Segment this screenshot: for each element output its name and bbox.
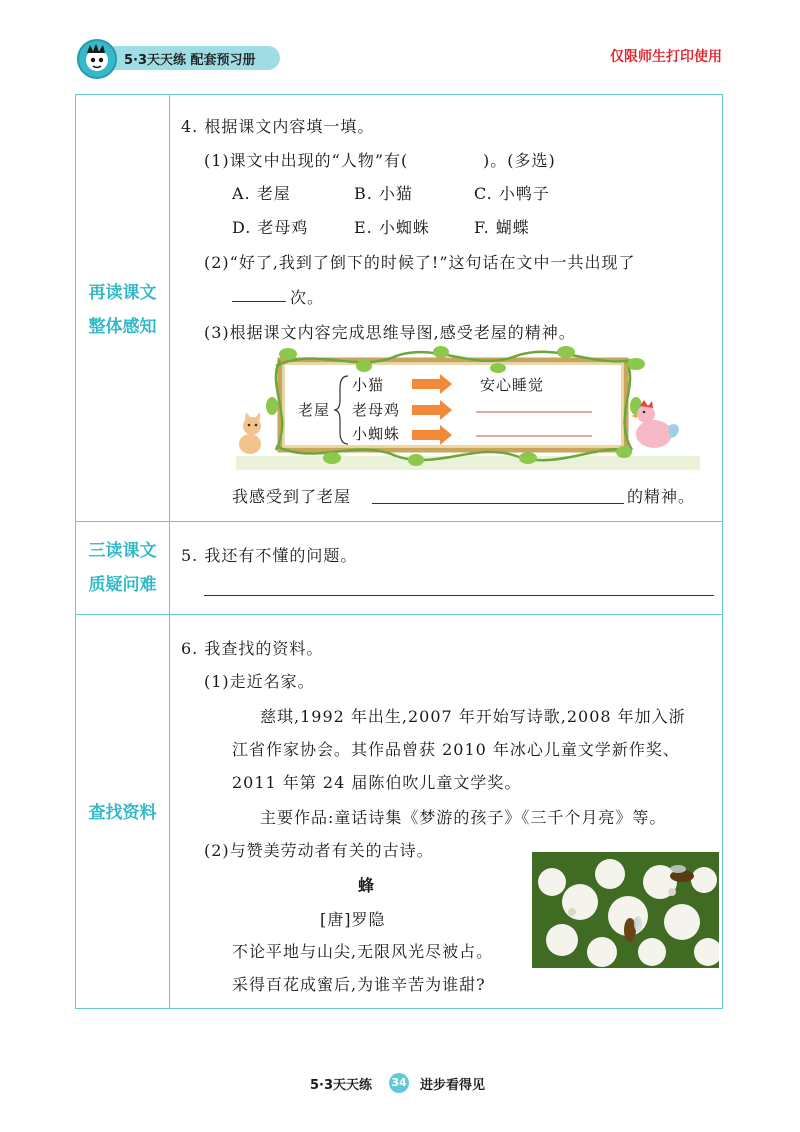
page-header — [0, 0, 800, 90]
q6-part2: (2)与赞美劳动者有关的古诗。 — [204, 841, 434, 860]
page-footer — [0, 1071, 800, 1095]
footer-brand: 5·3天天练 — [310, 1078, 373, 1093]
q5-answer-blank[interactable] — [204, 595, 714, 596]
mind-map-branch: 老母鸡 — [352, 401, 401, 419]
feel-suffix: 的精神。 — [627, 487, 696, 506]
bio-line: 2011 年第 24 届陈伯吹儿童文学奖。 — [232, 773, 522, 792]
mind-map-center: 老屋 — [298, 401, 331, 419]
section-label-line: 三读课文 — [88, 541, 157, 561]
q4-part2-suffix: 次。 — [290, 288, 325, 307]
bee-on-flowers-photo — [532, 852, 719, 968]
q6-part1: (1)走近名家。 — [204, 672, 315, 691]
q5-title: 5. 我还有不懂的问题。 — [181, 546, 358, 565]
footer-slogan: 进步看得见 — [420, 1078, 486, 1093]
book-title: 5·3天天练 配套预习册 — [124, 53, 256, 68]
bio-line: 慈琪,1992 年出生,2007 年开始写诗歌,2008 年加入浙 — [260, 707, 686, 726]
table-column-divider — [169, 94, 170, 1009]
q4-part1-prefix: (1)课文中出现的“人物”有( — [204, 151, 409, 170]
section-label-line: 再读课文 — [88, 283, 157, 303]
bio-line: 江省作家协会。其作品曾获 2010 年冰心儿童文学新作奖、 — [232, 740, 680, 759]
option-b[interactable]: B. 小猫 — [354, 184, 413, 203]
mind-map-answer-blank[interactable] — [480, 420, 590, 438]
section-label-lookup — [76, 796, 169, 830]
page-number: 34 — [389, 1073, 409, 1093]
poem-line: 采得百花成蜜后,为谁辛苦为谁甜? — [232, 975, 486, 994]
q4-part1-suffix: )。(多选) — [483, 151, 556, 170]
option-c[interactable]: C. 小鸭子 — [474, 184, 550, 203]
q4-part2-line1: (2)“好了,我到了倒下的时候了!”这句话在文中一共出现了 — [204, 253, 636, 272]
print-notice: 仅限师生打印使用 — [610, 49, 722, 65]
section-label-third — [76, 534, 169, 602]
mind-map-answer-blank[interactable] — [480, 396, 590, 414]
section-label-line: 查找资料 — [88, 803, 157, 823]
option-f[interactable]: F. 蝴蝶 — [474, 218, 530, 237]
poem-line: 不论平地与山尖,无限风光尽被占。 — [232, 942, 494, 961]
mind-map — [236, 346, 700, 470]
option-e[interactable]: E. 小蜘蛛 — [354, 218, 430, 237]
option-d[interactable]: D. 老母鸡 — [232, 218, 309, 237]
q4-part3: (3)根据课文内容完成思维导图,感受老屋的精神。 — [204, 323, 576, 342]
section-label-line: 整体感知 — [88, 317, 157, 337]
mascot-logo-icon — [77, 39, 117, 79]
q4-part2-answer-blank[interactable] — [232, 301, 286, 302]
mind-map-result: 安心睡觉 — [480, 376, 545, 394]
mind-map-branch: 小蜘蛛 — [352, 425, 401, 443]
section-label-line: 质疑问难 — [88, 575, 157, 595]
q4-title: 4. 根据课文内容填一填。 — [181, 117, 375, 136]
q6-title: 6. 我查找的资料。 — [181, 639, 324, 658]
works-line: 主要作品:童话诗集《梦游的孩子》《三千个月亮》等。 — [260, 808, 667, 827]
feel-prefix: 我感受到了老屋 — [232, 487, 352, 506]
section-label-reread — [76, 276, 169, 344]
arrow-icon — [412, 374, 452, 445]
table-row-divider — [75, 614, 723, 615]
feel-answer-blank[interactable] — [372, 503, 624, 504]
option-a[interactable]: A. 老屋 — [232, 184, 291, 203]
table-row-divider — [75, 521, 723, 522]
poem-author: [唐]罗隐 — [320, 910, 386, 929]
book-title-pill — [102, 46, 280, 70]
mind-map-branch: 小猫 — [352, 376, 385, 394]
cat-icon — [239, 412, 261, 454]
poem-title: 蜂 — [358, 876, 376, 895]
